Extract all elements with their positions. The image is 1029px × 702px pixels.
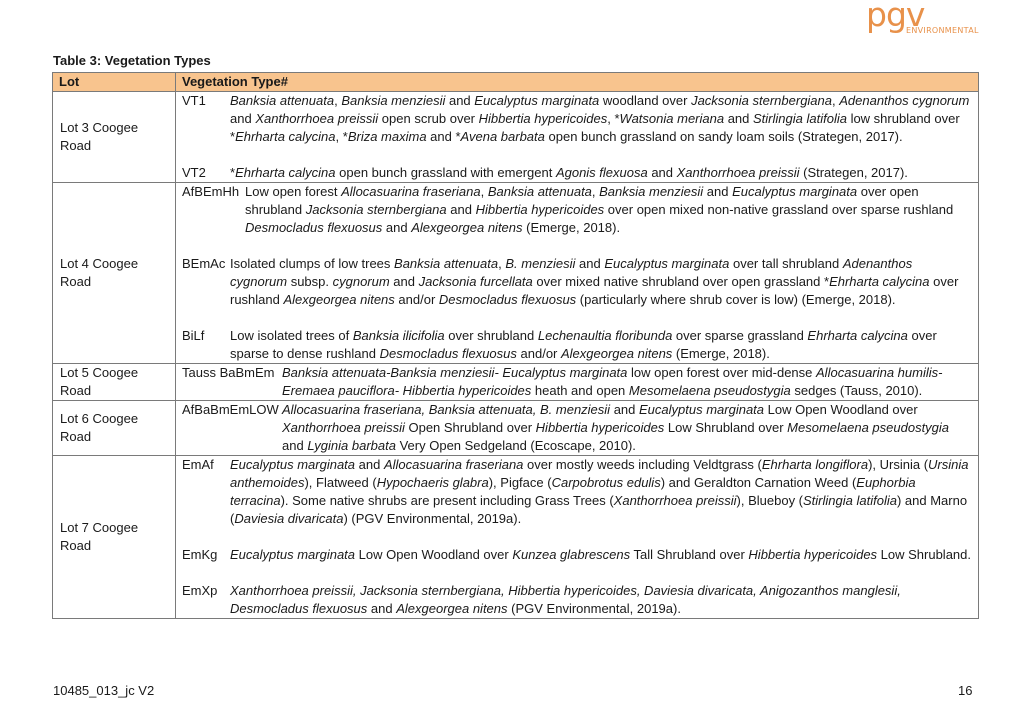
vegetation-code: BiLf bbox=[182, 328, 205, 343]
vegetation-cell bbox=[176, 183, 979, 364]
vegetation-entry bbox=[182, 92, 972, 146]
vegetation-description: Banksia attenuata-Banksia menziesii- Eucalyptus marginata low open forest over mid-dense Allocasuarina humilis-Eremaea pauciflora- Hibbertia hypericoides heath and open Mesomelaena pseudostygia sedges (Tauss, 2010). bbox=[282, 365, 943, 398]
logo-mark: pgv bbox=[866, 0, 925, 34]
vegetation-code: Tauss BaBmEm bbox=[182, 365, 275, 380]
vegetation-cell bbox=[176, 401, 979, 456]
table-title: Table 3: Vegetation Types bbox=[53, 53, 211, 68]
vegetation-entry bbox=[182, 546, 972, 564]
vegetation-description: Eucalyptus marginata and Allocasuarina fraseriana over mostly weeds including Veldtgrass (Ehrharta longiflora), Ursinia (Ursinia anthemoides), Flatweed (Hypochaeris glabra), Pigface (Carpobrotus edulis) and Geraldton Carnation Weed (Euphorbia terracina). Some native shrubs are present including Grass Trees (Xanthorrhoea preissii), Blueboy (Stirlingia latifolia) and Marno (Daviesia divaricata) (PGV Environmental, 2019a). bbox=[230, 457, 969, 526]
vegetation-code: VT1 bbox=[182, 93, 206, 108]
vegetation-entry bbox=[182, 456, 972, 528]
table-row bbox=[53, 456, 979, 619]
vegetation-description: Allocasuarina fraseriana, Banksia attenuata, B. menziesii and Eucalyptus marginata Low Open Woodland over Xanthorrhoea preissii Open Shrubland over Hibbertia hypericoides Low Shrubland over Mesomelaena pseudostygia and Lyginia barbata Very Open Sedgeland (Ecoscape, 2010). bbox=[282, 402, 950, 453]
vegetation-types-table bbox=[52, 72, 979, 619]
vegetation-entry bbox=[182, 364, 972, 400]
header-lot: Lot bbox=[53, 73, 176, 92]
pgv-environmental-logo bbox=[866, 2, 986, 42]
vegetation-cell bbox=[176, 92, 979, 183]
vegetation-cell bbox=[176, 456, 979, 619]
vegetation-entry bbox=[182, 164, 972, 182]
vegetation-cell bbox=[176, 364, 979, 401]
vegetation-code: AfBaBmEmLOW bbox=[182, 402, 279, 417]
lot-cell: Lot 4 Coogee Road bbox=[53, 183, 176, 364]
vegetation-description: Low isolated trees of Banksia ilicifolia over shrubland Lechenaultia floribunda over sparse grassland Ehrharta calycina over sparse to dense rushland Desmocladus flexuosus and/or Alexgeorgea nitens (Emerge, 2018). bbox=[230, 328, 937, 361]
table-row bbox=[53, 183, 979, 364]
page-number: 16 bbox=[958, 683, 973, 698]
lot-cell: Lot 7 Coogee Road bbox=[53, 456, 176, 619]
vegetation-entry bbox=[182, 327, 972, 363]
lot-cell: Lot 3 Coogee Road bbox=[53, 92, 176, 183]
vegetation-code: EmAf bbox=[182, 457, 214, 472]
vegetation-entry bbox=[182, 401, 972, 455]
lot-cell: Lot 6 Coogee Road bbox=[53, 401, 176, 456]
vegetation-code: EmKg bbox=[182, 547, 218, 562]
vegetation-description: Low open forest Allocasuarina fraseriana, Banksia attenuata, Banksia menziesii and Eucalyptus marginata over open shrubland Jacksonia sternbergiana and Hibbertia hypericoides over open mixed non-native grassland over sparse rushland Desmocladus flexuosus and Alexgeorgea nitens (Emerge, 2018). bbox=[245, 184, 954, 235]
vegetation-description: Eucalyptus marginata Low Open Woodland over Kunzea glabrescens Tall Shrubland over Hibbertia hypericoides Low Shrubland. bbox=[230, 547, 971, 562]
vegetation-code: AfBEmHh bbox=[182, 184, 240, 199]
table-header-row bbox=[53, 73, 979, 92]
vegetation-code: BEmAc bbox=[182, 256, 226, 271]
vegetation-entry bbox=[182, 582, 972, 618]
logo-subtitle: ENVIRONMENTAL bbox=[906, 26, 979, 35]
vegetation-description: Xanthorrhoea preissii, Jacksonia sternbergiana, Hibbertia hypericoides, Daviesia divaricata, Anigozanthos manglesii, Desmocladus flexuosus and Alexgeorgea nitens (PGV Environmental, 2019a). bbox=[230, 583, 901, 616]
table-row bbox=[53, 92, 979, 183]
vegetation-entry bbox=[182, 255, 972, 309]
vegetation-code: VT2 bbox=[182, 165, 206, 180]
lot-cell: Lot 5 Coogee Road bbox=[53, 364, 176, 401]
vegetation-description: Banksia attenuata, Banksia menziesii and Eucalyptus marginata woodland over Jacksonia sternbergiana, Adenanthos cygnorum and Xanthorrhoea preissii open scrub over Hibbertia hypericoides, *Watsonia meriana and Stirlingia latifolia low shrubland over *Ehrharta calycina, *Briza maxima and *Avena barbata open bunch grassland on sandy loam soils (Strategen, 2017). bbox=[230, 93, 970, 144]
table-row bbox=[53, 401, 979, 456]
vegetation-description: *Ehrharta calycina open bunch grassland with emergent Agonis flexuosa and Xanthorrhoea preissii (Strategen, 2017). bbox=[230, 165, 908, 180]
vegetation-code: EmXp bbox=[182, 583, 218, 598]
vegetation-description: Isolated clumps of low trees Banksia attenuata, B. menziesii and Eucalyptus marginata over tall shrubland Adenanthos cygnorum subsp. cygnorum and Jacksonia furcellata over mixed native shrubland over open grassland *Ehrharta calycina over rushland Alexgeorgea nitens and/or Desmocladus flexuosus (particularly where shrub cover is low) (Emerge, 2018). bbox=[230, 256, 959, 307]
header-vegetation-type: Vegetation Type# bbox=[176, 73, 979, 92]
table-row bbox=[53, 364, 979, 401]
vegetation-entry bbox=[182, 183, 972, 237]
document-id: 10485_013_jc V2 bbox=[53, 683, 155, 698]
